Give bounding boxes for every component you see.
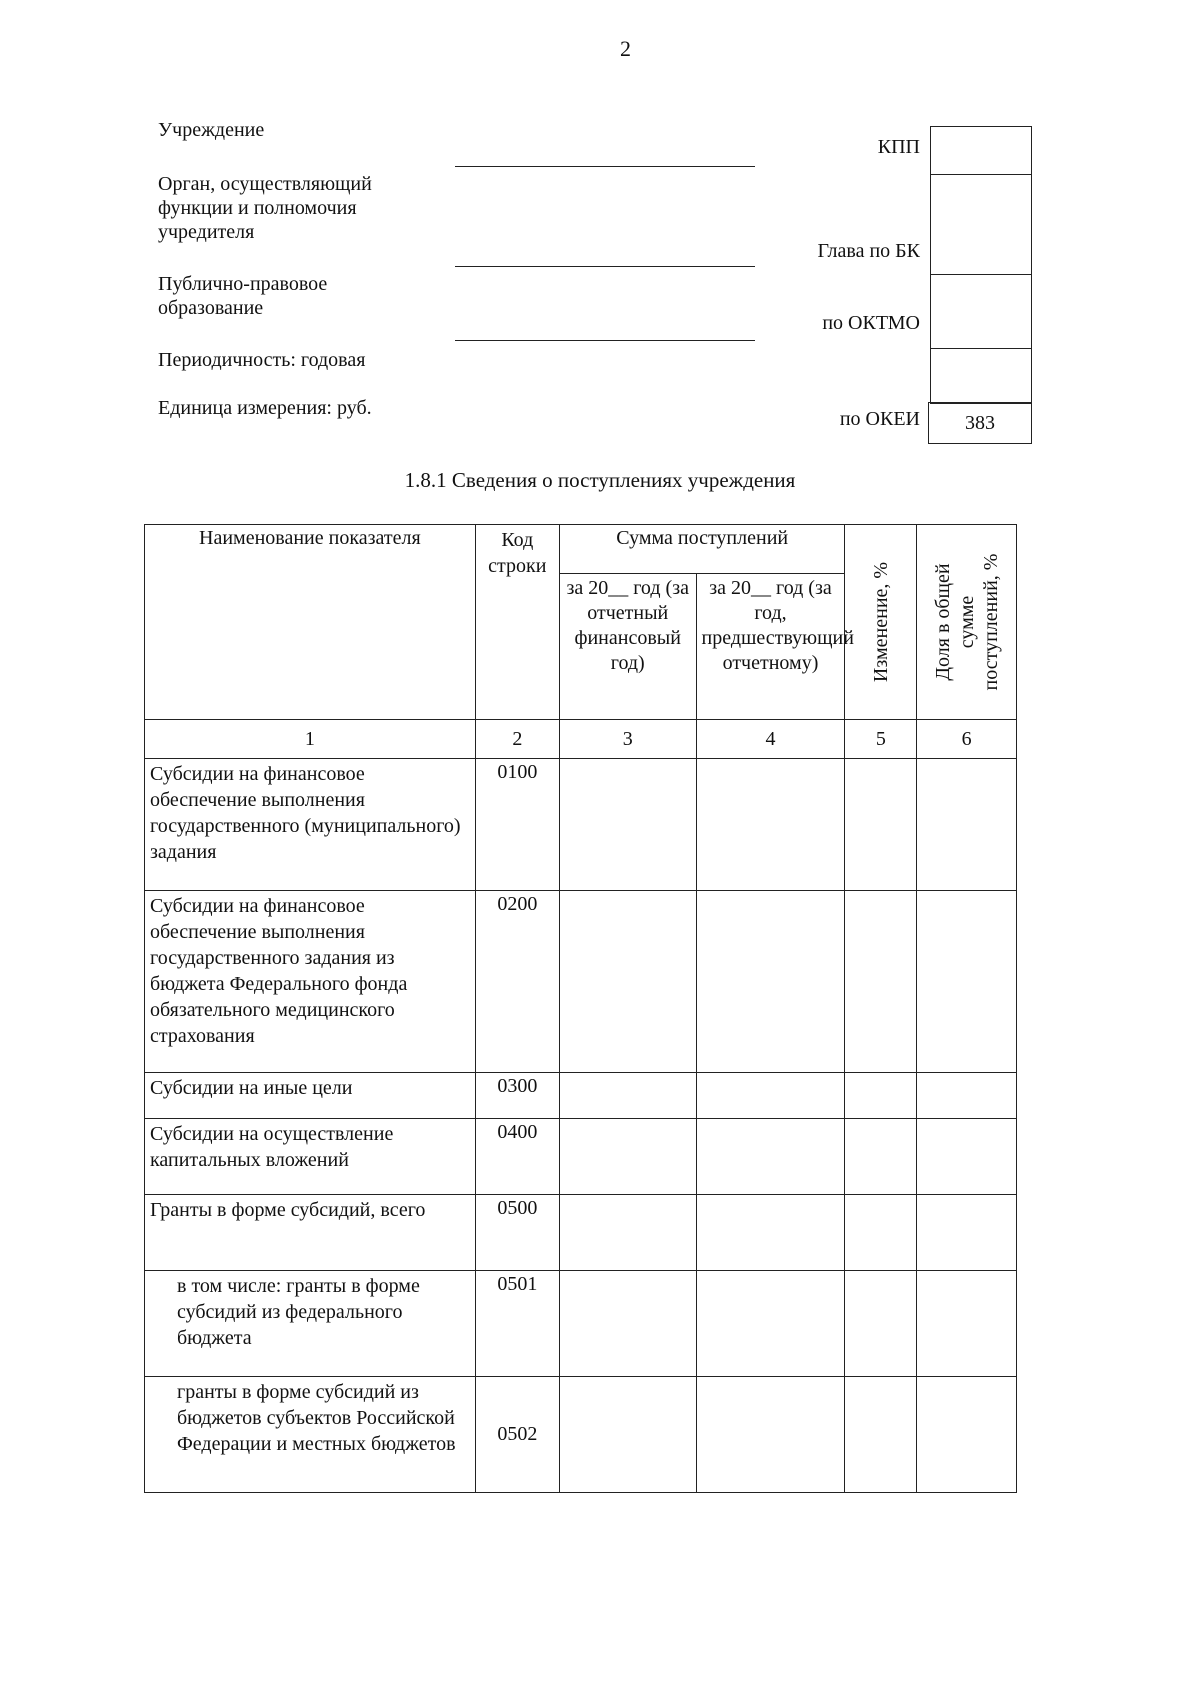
table-row: [145, 1119, 1017, 1195]
cell-share[interactable]: [917, 891, 1017, 1073]
cell-sum-current[interactable]: [559, 1073, 696, 1119]
row-name: Гранты в форме субсидий, всего: [145, 1195, 476, 1271]
header-sum-previous: за 20__ год (за год, предшествующий отчетному): [696, 574, 845, 720]
cell-sum-current[interactable]: [559, 1377, 696, 1493]
cell-share[interactable]: [917, 1119, 1017, 1195]
cell-share[interactable]: [917, 1377, 1017, 1493]
header-sum-group: Сумма поступлений: [559, 525, 845, 574]
column-number: 2: [475, 720, 559, 759]
cell-sum-current[interactable]: [559, 891, 696, 1073]
header-share: [917, 525, 1017, 720]
kpp-label: КПП: [877, 136, 920, 158]
row-name: гранты в форме субсидий из бюджетов субъектов Российской Федерации и местных бюджетов: [145, 1377, 476, 1493]
row-code: 0100: [475, 759, 559, 891]
header-change-text: Изменение, %: [869, 561, 892, 683]
column-number: 5: [845, 720, 917, 759]
cell-sum-previous[interactable]: [696, 1073, 845, 1119]
codes-box: [930, 126, 1032, 404]
row-code: 0400: [475, 1119, 559, 1195]
column-number: 1: [145, 720, 476, 759]
page-number: 2: [620, 36, 631, 61]
row-name: Субсидии на финансовое обеспечение выполнения государственного задания из бюджета Федерального фонда обязательного медицинского страхования: [145, 891, 476, 1073]
header-name: Наименование показателя: [145, 525, 476, 720]
table-row: [145, 1195, 1017, 1271]
cell-sum-current[interactable]: [559, 1119, 696, 1195]
periodicity-label: Периодичность: годовая: [158, 349, 366, 371]
table-row: [145, 759, 1017, 891]
bk-label: Глава по БК: [817, 240, 920, 262]
cell-sum-current[interactable]: [559, 1195, 696, 1271]
header-code: Код строки: [475, 525, 559, 720]
institution-label: Учреждение: [158, 119, 265, 141]
cell-sum-previous[interactable]: [696, 1195, 845, 1271]
cell-change[interactable]: [845, 1119, 917, 1195]
cell-sum-previous[interactable]: [696, 1119, 845, 1195]
row-code: 0300: [475, 1073, 559, 1119]
cell-sum-previous[interactable]: [696, 759, 845, 891]
column-numbers-row: [145, 720, 1017, 759]
municipality-label: Публично-правовое образование: [158, 273, 328, 319]
header-share-text: Доля в общей сумме поступлений, %: [931, 553, 1002, 691]
periodicity-underline: [455, 340, 755, 341]
row-code: 0200: [475, 891, 559, 1073]
unit-label: Единица измерения: руб.: [158, 397, 372, 419]
cell-change[interactable]: [845, 1271, 917, 1377]
header-change: [845, 525, 917, 720]
cell-sum-current[interactable]: [559, 1271, 696, 1377]
cell-share[interactable]: [917, 759, 1017, 891]
column-number: 3: [559, 720, 696, 759]
row-name: Субсидии на иные цели: [145, 1073, 476, 1119]
cell-change[interactable]: [845, 1377, 917, 1493]
table-row: [145, 1377, 1017, 1493]
cell-change[interactable]: [845, 1073, 917, 1119]
cell-change[interactable]: [845, 759, 917, 891]
row-code: 0500: [475, 1195, 559, 1271]
receipts-table: [144, 524, 1017, 1493]
row-code: 0502: [475, 1377, 559, 1493]
column-number: 6: [917, 720, 1017, 759]
cell-sum-previous[interactable]: [696, 1271, 845, 1377]
row-name: Субсидии на осуществление капитальных вложений: [145, 1119, 476, 1195]
codes-divider: [930, 174, 1032, 175]
cell-sum-previous[interactable]: [696, 1377, 845, 1493]
cell-change[interactable]: [845, 1195, 917, 1271]
table-row: [145, 1271, 1017, 1377]
section-title: 1.8.1 Сведения о поступлениях учреждения: [404, 468, 796, 492]
oktmo-label: по ОКТМО: [822, 312, 920, 334]
column-number: 4: [696, 720, 845, 759]
okei-label: по ОКЕИ: [839, 408, 920, 430]
municipality-underline: [455, 266, 755, 267]
okei-value: 383: [928, 402, 1032, 444]
codes-divider: [930, 274, 1032, 275]
row-name: в том числе: гранты в форме субсидий из федерального бюджета: [145, 1271, 476, 1377]
cell-share[interactable]: [917, 1073, 1017, 1119]
row-code: 0501: [475, 1271, 559, 1377]
header-sum-current: за 20__ год (за отчетный финансовый год): [559, 574, 696, 720]
cell-share[interactable]: [917, 1195, 1017, 1271]
cell-change[interactable]: [845, 891, 917, 1073]
row-name: Субсидии на финансовое обеспечение выполнения государственного (муниципального) задания: [145, 759, 476, 891]
codes-divider: [930, 348, 1032, 349]
cell-sum-previous[interactable]: [696, 891, 845, 1073]
table-row: [145, 1073, 1017, 1119]
founder-label: Орган, осуществляющий функции и полномочия учредителя: [158, 173, 372, 243]
cell-sum-current[interactable]: [559, 759, 696, 891]
founder-underline: [455, 166, 755, 167]
cell-share[interactable]: [917, 1271, 1017, 1377]
table-row: [145, 891, 1017, 1073]
